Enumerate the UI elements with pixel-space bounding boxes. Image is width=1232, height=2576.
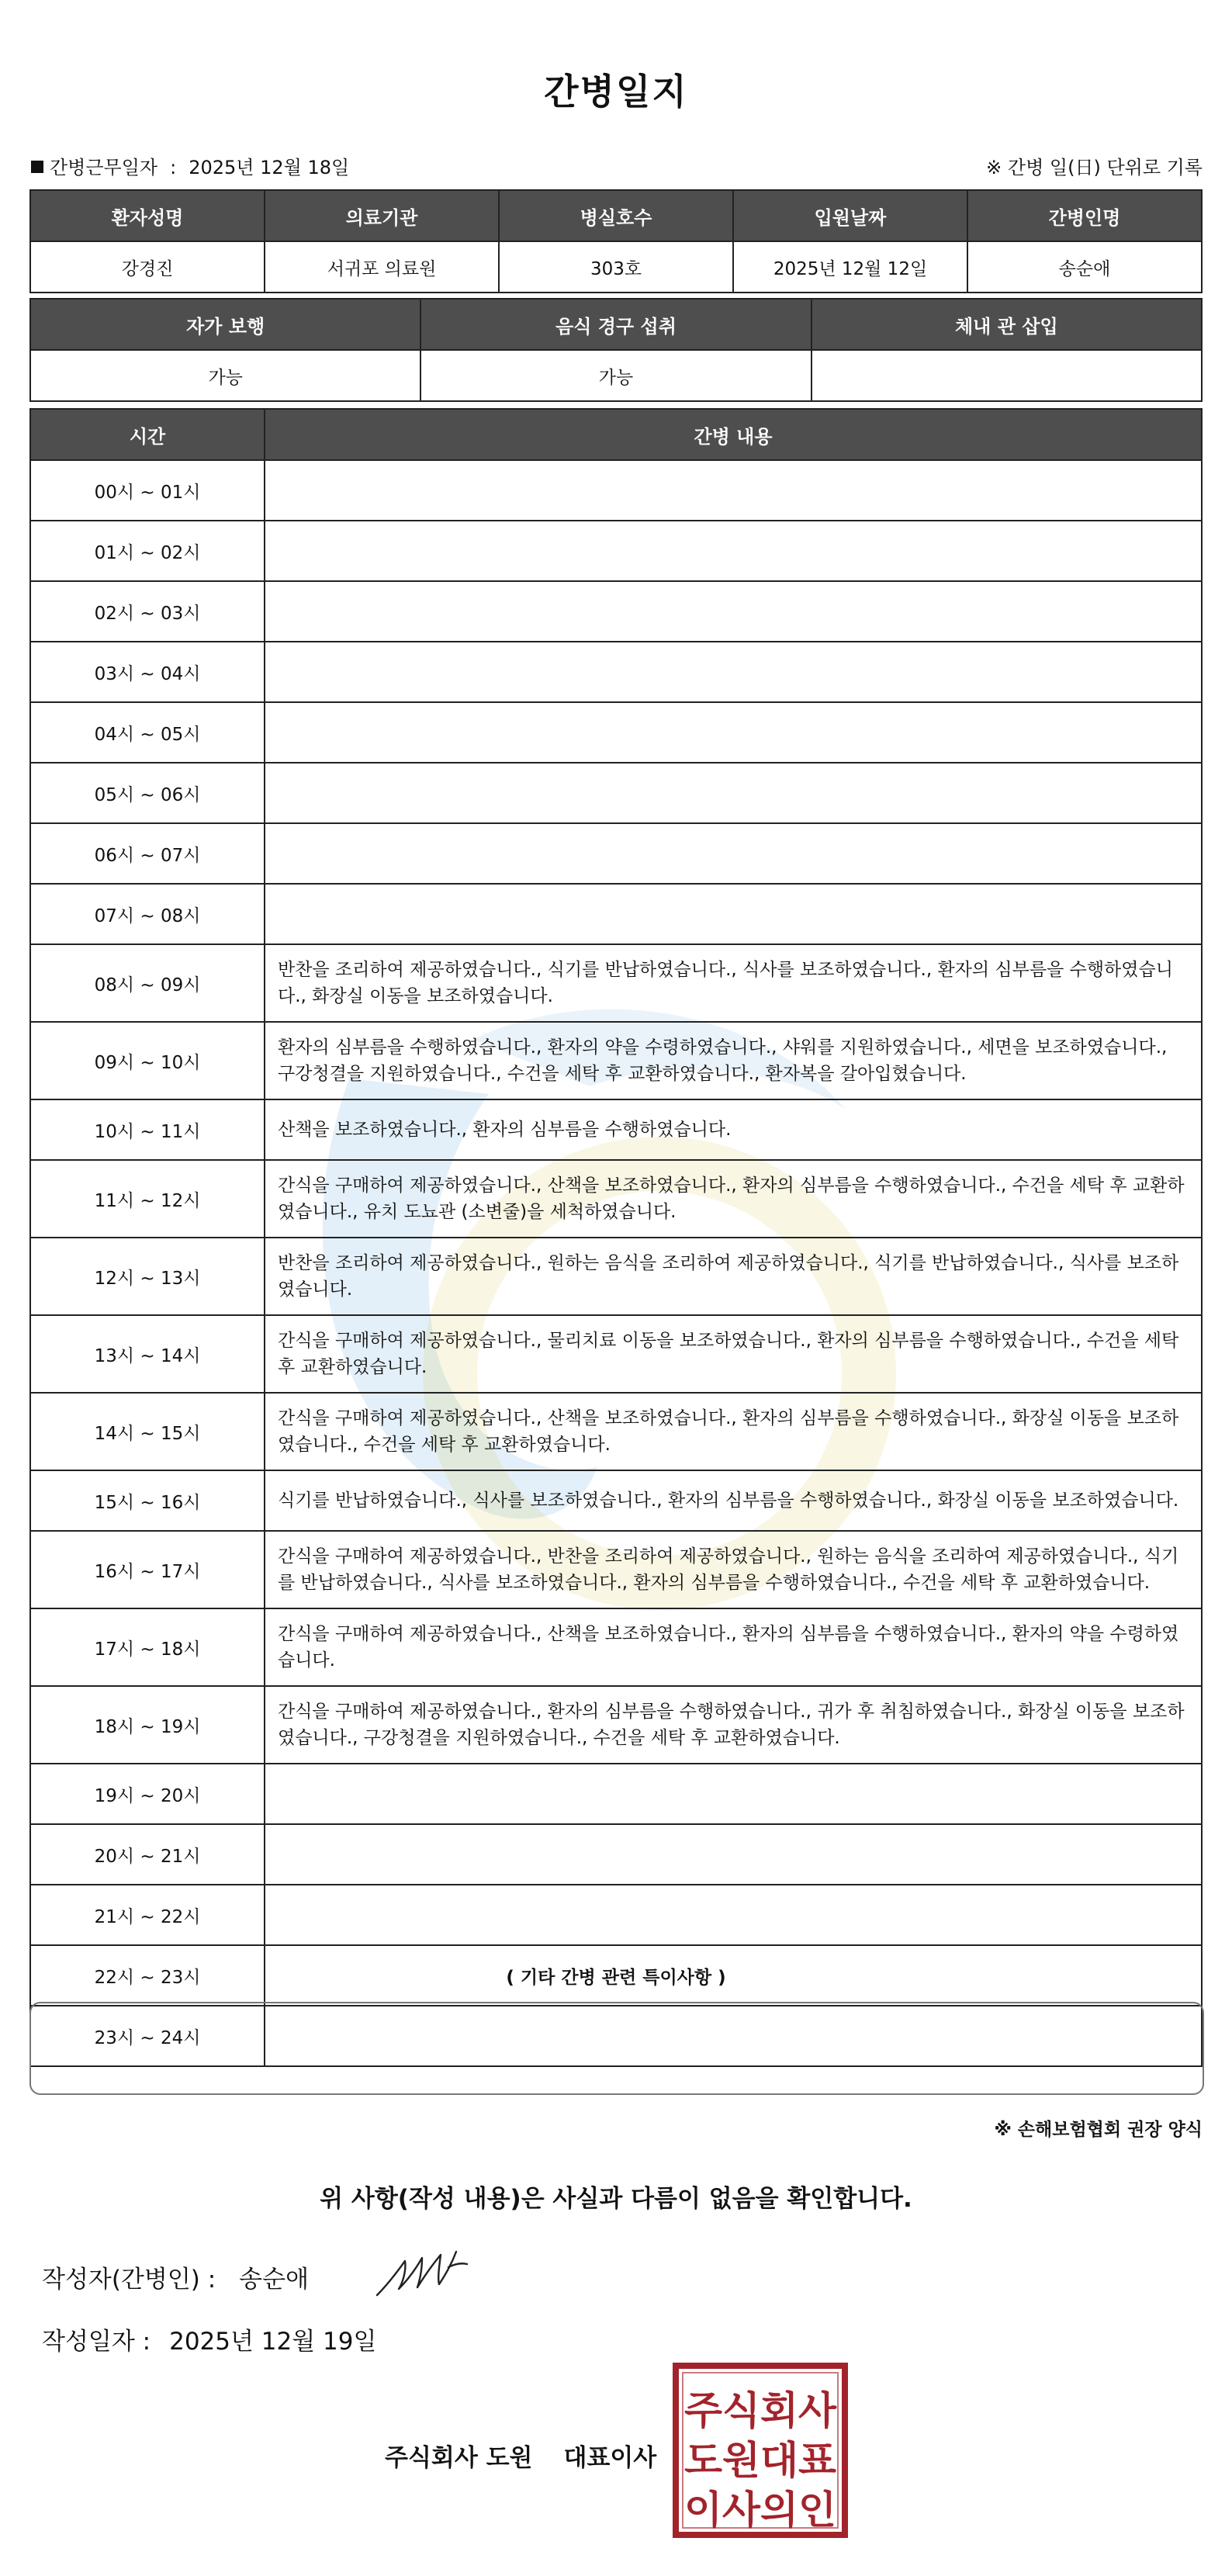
log-content bbox=[265, 1824, 1202, 1885]
log-time: 17시 ~ 18시 bbox=[30, 1608, 265, 1686]
care-log-header-row bbox=[30, 409, 1202, 460]
table-row bbox=[30, 1885, 1202, 1945]
log-content: 간식을 구매하여 제공하였습니다., 물리치료 이동을 보조하였습니다., 환자의 심부름을 수행하였습니다., 수건을 세탁 후 교환하였습니다. bbox=[265, 1315, 1202, 1393]
header-room: 병실호수 bbox=[499, 190, 733, 241]
log-content: 간식을 구매하여 제공하였습니다., 산책을 보조하였습니다., 환자의 심부름을 수행하였습니다., 수건을 세탁 후 교환하였습니다., 유치 도뇨관 (소변줄)을 세척하였습니다. bbox=[265, 1160, 1202, 1238]
log-time: 18시 ~ 19시 bbox=[30, 1686, 265, 1764]
header-patient-name: 환자성명 bbox=[30, 190, 265, 241]
table-row bbox=[30, 1531, 1202, 1608]
log-time: 10시 ~ 11시 bbox=[30, 1099, 265, 1160]
log-time: 13시 ~ 14시 bbox=[30, 1315, 265, 1393]
work-date-value: 2025년 12월 18일 bbox=[189, 157, 350, 178]
write-date-label: 작성일자 : bbox=[42, 2328, 151, 2356]
table-row bbox=[30, 702, 1202, 763]
table-row bbox=[30, 763, 1202, 823]
handwritten-signature bbox=[371, 2241, 472, 2303]
log-content: 간식을 구매하여 제공하였습니다., 반찬을 조리하여 제공하였습니다., 원하는 음식을 조리하여 제공하였습니다., 식기를 반납하였습니다., 식사를 보조하였습니다., 환자의 심부름을 수행하였습니다., 수건을 세탁 후 교환하였습니다. bbox=[265, 1531, 1202, 1608]
extra-notes-box bbox=[29, 2002, 1204, 2095]
table-row bbox=[30, 521, 1202, 581]
log-content bbox=[265, 581, 1202, 642]
log-time: 21시 ~ 22시 bbox=[30, 1885, 265, 1945]
header-hospital: 의료기관 bbox=[265, 190, 499, 241]
work-date-separator: : bbox=[170, 157, 177, 178]
log-time: 23시 ~ 24시 bbox=[30, 2006, 265, 2066]
work-date-line bbox=[31, 152, 349, 179]
representative-title: 대표이사 bbox=[563, 2444, 657, 2472]
patient-name: 강경진 bbox=[30, 241, 265, 293]
self-walking-value: 가능 bbox=[30, 350, 420, 401]
table-row bbox=[30, 1764, 1202, 1824]
log-time: 09시 ~ 10시 bbox=[30, 1022, 265, 1099]
log-content: 산책을 보조하였습니다., 환자의 심부름을 수행하였습니다. bbox=[265, 1099, 1202, 1160]
header-care-content: 간병 내용 bbox=[265, 409, 1202, 460]
patient-status-header-row bbox=[30, 299, 1202, 350]
write-date-line bbox=[42, 2322, 376, 2356]
log-time: 20시 ~ 21시 bbox=[30, 1824, 265, 1885]
table-row bbox=[30, 642, 1202, 702]
log-content: 간식을 구매하여 제공하였습니다., 환자의 심부름을 수행하였습니다., 귀가 후 취침하였습니다., 화장실 이동을 보조하였습니다., 구강청결을 지원하였습니다., 수건을 세탁 후 교환하였습니다. bbox=[265, 1686, 1202, 1764]
log-content bbox=[265, 1885, 1202, 1945]
confirmation-statement: 위 사항(작성 내용)은 사실과 다름이 없음을 확인합니다. bbox=[320, 2185, 912, 2213]
header-self-walking: 자가 보행 bbox=[30, 299, 420, 350]
table-row bbox=[30, 581, 1202, 642]
document-title: 간병일지 bbox=[544, 71, 688, 113]
log-time: 05시 ~ 06시 bbox=[30, 763, 265, 823]
log-content bbox=[265, 884, 1202, 944]
write-date-value: 2025년 12월 19일 bbox=[169, 2328, 377, 2356]
writer-name: 송순애 bbox=[239, 2266, 310, 2294]
log-time: 11시 ~ 12시 bbox=[30, 1160, 265, 1238]
header-tube-insertion: 체내 관 삽입 bbox=[812, 299, 1202, 350]
square-bullet-icon bbox=[31, 161, 43, 173]
log-content bbox=[265, 702, 1202, 763]
table-row bbox=[30, 1238, 1202, 1315]
table-row bbox=[30, 1686, 1202, 1764]
log-time: 01시 ~ 02시 bbox=[30, 521, 265, 581]
patient-status-table bbox=[29, 298, 1203, 402]
patient-info-header-row bbox=[30, 190, 1202, 241]
log-time: 04시 ~ 05시 bbox=[30, 702, 265, 763]
log-time: 06시 ~ 07시 bbox=[30, 823, 265, 884]
caregiver-name: 송순애 bbox=[967, 241, 1202, 293]
company-seal-stamp bbox=[672, 2362, 849, 2539]
log-content bbox=[265, 460, 1202, 521]
log-time: 14시 ~ 15시 bbox=[30, 1393, 265, 1470]
writer-line bbox=[42, 2259, 309, 2294]
log-content: 환자의 심부름을 수행하였습니다., 환자의 약을 수령하였습니다., 샤워를 지원하였습니다., 세면을 보조하였습니다., 구강청결을 지원하였습니다., 수건을 세탁 후 교환하였습니다., 환자복을 갈아입혔습니다. bbox=[265, 1022, 1202, 1099]
table-row bbox=[30, 1608, 1202, 1686]
log-time: 16시 ~ 17시 bbox=[30, 1531, 265, 1608]
header-oral-intake: 음식 경구 섭취 bbox=[420, 299, 811, 350]
log-time: 00시 ~ 01시 bbox=[30, 460, 265, 521]
table-row bbox=[30, 1393, 1202, 1470]
log-time: 19시 ~ 20시 bbox=[30, 1764, 265, 1824]
tube-insertion-value bbox=[812, 350, 1202, 401]
log-content: 반찬을 조리하여 제공하였습니다., 원하는 음식을 조리하여 제공하였습니다., 식기를 반납하였습니다., 식사를 보조하였습니다. bbox=[265, 1238, 1202, 1315]
log-time: 07시 ~ 08시 bbox=[30, 884, 265, 944]
log-time: 15시 ~ 16시 bbox=[30, 1470, 265, 1531]
record-unit-note: ※ 간병 일(日) 단위로 기록 bbox=[986, 157, 1203, 178]
log-content bbox=[265, 1764, 1202, 1824]
log-time: 22시 ~ 23시 bbox=[30, 1945, 265, 2006]
oral-intake-value: 가능 bbox=[420, 350, 811, 401]
log-content: 식기를 반납하였습니다., 식사를 보조하였습니다., 환자의 심부름을 수행하였습니다., 화장실 이동을 보조하였습니다. bbox=[265, 1470, 1202, 1531]
seal-line-2: 도원대표 bbox=[684, 2438, 837, 2483]
company-name: 주식회사 도원 bbox=[385, 2444, 533, 2472]
room-number: 303호 bbox=[499, 241, 733, 293]
log-time: 12시 ~ 13시 bbox=[30, 1238, 265, 1315]
log-content bbox=[265, 823, 1202, 884]
table-row bbox=[30, 884, 1202, 944]
log-content bbox=[265, 521, 1202, 581]
log-content: 간식을 구매하여 제공하였습니다., 산책을 보조하였습니다., 환자의 심부름을 수행하였습니다., 화장실 이동을 보조하였습니다., 수건을 세탁 후 교환하였습니다. bbox=[265, 1393, 1202, 1470]
log-time: 08시 ~ 09시 bbox=[30, 944, 265, 1022]
table-row bbox=[30, 460, 1202, 521]
patient-status-value-row bbox=[30, 350, 1202, 401]
table-row bbox=[30, 1315, 1202, 1393]
patient-info-value-row bbox=[30, 241, 1202, 293]
header-time: 시간 bbox=[30, 409, 265, 460]
table-row bbox=[30, 1824, 1202, 1885]
form-recommendation-note: ※ 손해보험협회 권장 양식 bbox=[994, 2120, 1203, 2140]
log-time: 02시 ~ 03시 bbox=[30, 581, 265, 642]
patient-info-table bbox=[29, 189, 1203, 293]
log-content: 반찬을 조리하여 제공하였습니다., 식기를 반납하였습니다., 식사를 보조하였습니다., 환자의 심부름을 수행하였습니다., 화장실 이동을 보조하였습니다. bbox=[265, 944, 1202, 1022]
log-time: 03시 ~ 04시 bbox=[30, 642, 265, 702]
company-line bbox=[385, 2438, 656, 2473]
seal-line-1: 주식회사 bbox=[684, 2388, 837, 2433]
table-row bbox=[30, 1022, 1202, 1099]
hospital-name: 서귀포 의료원 bbox=[265, 241, 499, 293]
log-content bbox=[265, 763, 1202, 823]
admission-date: 2025년 12월 12일 bbox=[733, 241, 967, 293]
seal-line-3: 이사의인 bbox=[684, 2488, 836, 2533]
header-admission-date: 입원날짜 bbox=[733, 190, 967, 241]
table-row bbox=[30, 1470, 1202, 1531]
table-row bbox=[30, 823, 1202, 884]
extra-notes-label: ( 기타 간병 관련 특이사항 ) bbox=[506, 1968, 726, 1988]
log-content: 간식을 구매하여 제공하였습니다., 산책을 보조하였습니다., 환자의 심부름을 수행하였습니다., 환자의 약을 수령하였습니다. bbox=[265, 1608, 1202, 1686]
table-row bbox=[30, 1160, 1202, 1238]
writer-label: 작성자(간병인) : bbox=[42, 2266, 216, 2294]
log-content bbox=[265, 642, 1202, 702]
table-row bbox=[30, 1099, 1202, 1160]
work-date-label: 간병근무일자 bbox=[50, 157, 158, 178]
header-caregiver-name: 간병인명 bbox=[967, 190, 1202, 241]
table-row bbox=[30, 944, 1202, 1022]
care-log-table bbox=[29, 408, 1203, 2067]
